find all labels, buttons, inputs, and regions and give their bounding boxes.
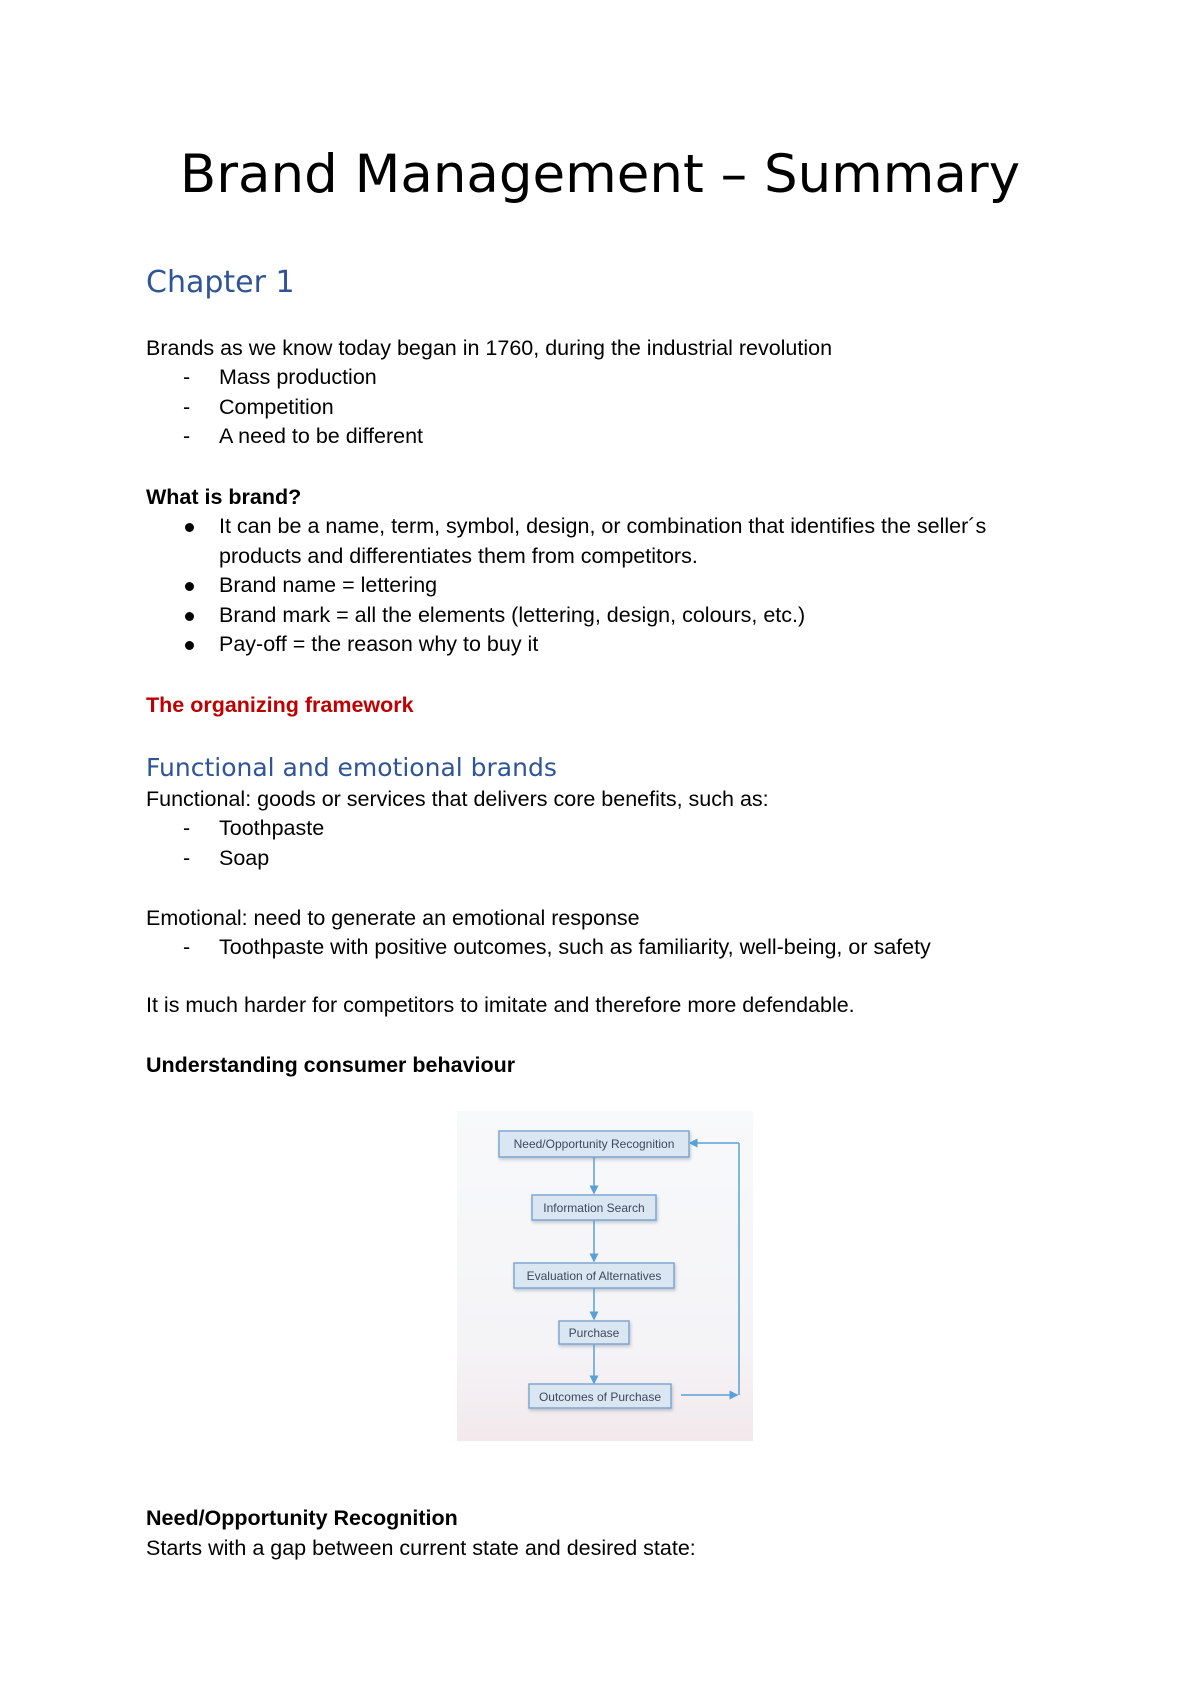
chapter-heading: Chapter 1: [146, 265, 295, 300]
dash-marker: -: [183, 816, 191, 840]
list-item: Pay-off = the reason why to buy it: [146, 630, 986, 660]
svg-text:Purchase: Purchase: [568, 1326, 620, 1340]
bullet-marker: [185, 641, 194, 650]
intro-list: [146, 363, 423, 452]
functional-emotional-heading: Functional and emotional brands: [146, 753, 557, 782]
list-item: - Soap: [146, 844, 324, 874]
functional-list: [146, 814, 324, 873]
framework-heading: The organizing framework: [146, 693, 414, 717]
consumer-behaviour-heading: Understanding consumer behaviour: [146, 1053, 516, 1077]
consumer-decision-diagram: [457, 1111, 753, 1441]
need-recognition-heading: Need/Opportunity Recognition: [146, 1506, 458, 1530]
dash-marker: -: [183, 365, 191, 389]
diagram-step-outcomes: [529, 1384, 671, 1408]
brand-definition-list: [146, 512, 986, 660]
conclusion-text: It is much harder for competitors to imitate and therefore more defendable.: [146, 993, 855, 1017]
diagram-svg: [457, 1111, 753, 1441]
svg-text:Evaluation of Alternatives: Evaluation of Alternatives: [526, 1269, 662, 1283]
diagram-step-evaluation: [514, 1263, 674, 1288]
list-item: - Mass production: [146, 363, 423, 393]
functional-text: Functional: goods or services that delivers core benefits, such as:: [146, 787, 769, 811]
bullet-marker: [185, 612, 194, 621]
diagram-step-information-search: [532, 1195, 656, 1220]
list-item: It can be a name, term, symbol, design, or combination that identifies the seller´s products and differentiates them from competitors.: [146, 512, 986, 571]
emotional-list: [146, 933, 931, 963]
list-item: - Toothpaste with positive outcomes, such as familiarity, well-being, or safety: [146, 933, 931, 963]
diagram-step-purchase: [559, 1321, 629, 1344]
list-item: Brand name = lettering: [146, 571, 986, 601]
emotional-text: Emotional: need to generate an emotional response: [146, 906, 640, 930]
list-item: - Competition: [146, 393, 423, 423]
dash-marker: -: [183, 845, 191, 870]
list-item: - Toothpaste: [146, 814, 324, 844]
bullet-marker: [185, 523, 194, 532]
diagram-step-need: [499, 1131, 689, 1157]
what-is-brand-heading: What is brand?: [146, 485, 302, 509]
need-recognition-text: Starts with a gap between current state and desired state:: [146, 1536, 696, 1560]
list-item: Brand mark = all the elements (lettering, design, colours, etc.): [146, 601, 986, 631]
dash-marker: -: [183, 424, 191, 448]
intro-text: Brands as we know today began in 1760, during the industrial revolution: [146, 336, 833, 360]
svg-text:Information Search: Information Search: [543, 1201, 645, 1215]
page-title: Brand Management – Summary: [179, 144, 1021, 205]
list-item: - A need to be different: [146, 422, 423, 452]
dash-marker: -: [183, 394, 191, 419]
svg-text:Outcomes of Purchase: Outcomes of Purchase: [538, 1390, 662, 1404]
svg-text:Need/Opportunity Recognition: Need/Opportunity Recognition: [513, 1137, 675, 1151]
dash-marker: -: [183, 935, 191, 959]
bullet-marker: [185, 582, 194, 591]
